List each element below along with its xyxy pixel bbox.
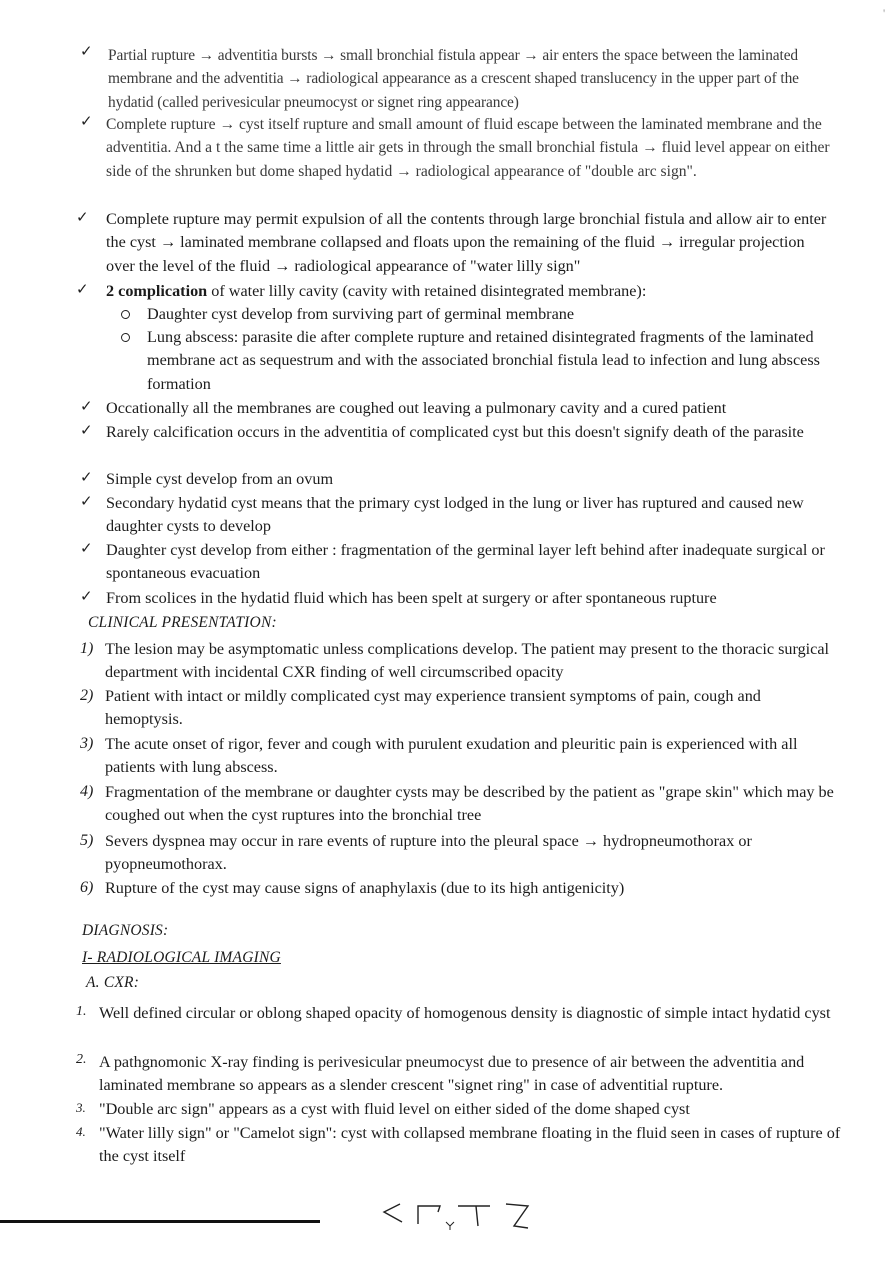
sub-bullet-item: Daughter cyst develop from surviving part of germinal membrane — [147, 305, 575, 323]
footer-rule — [0, 1220, 320, 1223]
list-item: Rupture of the cyst may cause signs of anaphylaxis (due to its high antigenicity) — [105, 879, 625, 897]
list-number: 6) — [80, 879, 94, 896]
scan-mark: ' — [883, 6, 886, 20]
list-number: 3) — [80, 735, 94, 752]
bullet-item: Rarely calcification occurs in the adventitia of complicated cyst but this doesn't signify death of the parasite — [106, 423, 804, 441]
list-item: Fragmentation of the membrane or daughter cysts may be described by the patient as "grape skin" which may be coughed out when the cyst ruptures into the bronchial tree — [105, 783, 834, 825]
checkmark-icon: ✓ — [80, 397, 93, 415]
bullet-item: Simple cyst develop from an ovum — [106, 470, 334, 488]
bullet-item: From scolices in the hydatid fluid which has been spelt at surgery or after spontaneous rupture — [106, 589, 717, 607]
list-item: A pathgnomonic X-ray finding is perivesicular pneumocyst due to presence of air between the adventitia and laminated membrane so appears as a slender crescent "signet ring" in case of adventitial rupture. — [99, 1053, 805, 1095]
list-item: The lesion may be asymptomatic unless complications develop. The patient may present to the thoracic surgical department with incidental CXR finding of well circumscribed opacity — [105, 640, 830, 682]
checkmark-icon: ✓ — [80, 468, 93, 486]
circle-bullet-icon — [121, 310, 130, 319]
bold-text: 2 complication — [106, 282, 208, 300]
section-heading: CLINICAL PRESENTATION: — [88, 614, 277, 631]
checkmark-icon: ✓ — [80, 492, 93, 510]
section-heading: DIAGNOSIS: — [82, 922, 169, 939]
checkmark-icon: ✓ — [80, 539, 93, 557]
list-item: Severs dyspnea may occur in rare events of rupture into the pleural space → hydropneumothorax or pyopneumothorax. — [105, 832, 752, 874]
bullet-item: Daughter cyst develop from either : fragmentation of the germinal layer left behind after inadequate surgical or spontaneous evacuation — [106, 541, 825, 583]
list-number: 2) — [80, 687, 94, 704]
list-number: 5) — [80, 832, 94, 849]
bullet-item: Occationally all the membranes are coughed out leaving a pulmonary cavity and a cured patient — [106, 399, 727, 417]
bullet-item: Complete rupture → cyst itself rupture and small amount of fluid escape between the laminated membrane and the adventitia. And a t the same time a little air gets in through the small bronchial fistula → fluid level appear on either side of the shrunken but dome shaped hydatid → radiological appearance of "double arc sign". — [106, 116, 830, 180]
list-number: 1) — [80, 640, 94, 657]
list-item: "Water lilly sign" or "Camelot sign": cyst with collapsed membrane floating in the fluid seen in cases of rupture of the cyst itself — [99, 1124, 841, 1166]
checkmark-icon: ✓ — [76, 208, 89, 226]
list-item: "Double arc sign" appears as a cyst with fluid level on either sided of the dome shaped cyst — [99, 1100, 690, 1118]
list-number: 3. — [76, 1100, 86, 1115]
bullet-item — [106, 280, 836, 303]
list-item: Patient with intact or mildly complicated cyst may experience transient symptoms of pain, cough and hemoptysis. — [105, 687, 761, 729]
checkmark-icon: ✓ — [80, 42, 93, 60]
bullet-item: Partial rupture → adventitia bursts → small bronchial fistula appear → air enters the space between the laminated membrane and the adventitia → radiological appearance as a crescent shaped translucency in the upper part of the hydatid (called perivesicular pneumocyst or signet ring appearance) — [108, 47, 799, 111]
bullet-text: of water lilly cavity (cavity with retained disintegrated membrane): — [207, 282, 647, 300]
checkmark-icon: ✓ — [80, 421, 93, 439]
checkmark-icon: ✓ — [80, 112, 93, 130]
sub-bullet-item: Lung abscess: parasite die after complete rupture and retained disintegrated fragments of the laminated membrane act as sequestrum and with the associated bronchial fistula lead to infection and lung abscess formation — [147, 328, 820, 393]
subsection-heading-text: I- RADIOLOGICAL IMAGING — [82, 949, 281, 966]
checkmark-icon: ✓ — [80, 587, 93, 605]
list-number: 2. — [76, 1052, 87, 1067]
circle-bullet-icon — [121, 333, 130, 342]
list-number: 1. — [76, 1004, 87, 1019]
list-item: Well defined circular or oblong shaped opacity of homogenous density is diagnostic of simple intact hydatid cyst — [99, 1004, 831, 1022]
subsection-heading — [82, 947, 281, 969]
list-number: 4) — [80, 783, 94, 800]
bullet-item: Secondary hydatid cyst means that the primary cyst lodged in the lung or liver has ruptured and caused new daughter cysts to develop — [106, 494, 804, 536]
list-item: The acute onset of rigor, fever and cough with purulent exudation and pleuritic pain is experienced with all patients with lung abscess. — [105, 735, 798, 777]
handwritten-page-number-icon — [378, 1198, 538, 1234]
subsection-label: A. CXR: — [86, 974, 140, 991]
bullet-item: Complete rupture may permit expulsion of all the contents through large bronchial fistula and allow air to enter the cyst → laminated membrane collapsed and floats upon the remaining of the fluid → irregular projection over the level of the fluid → radiological appearance of "water lilly sign" — [106, 210, 827, 275]
list-number: 4. — [76, 1124, 86, 1139]
checkmark-icon: ✓ — [76, 280, 89, 298]
